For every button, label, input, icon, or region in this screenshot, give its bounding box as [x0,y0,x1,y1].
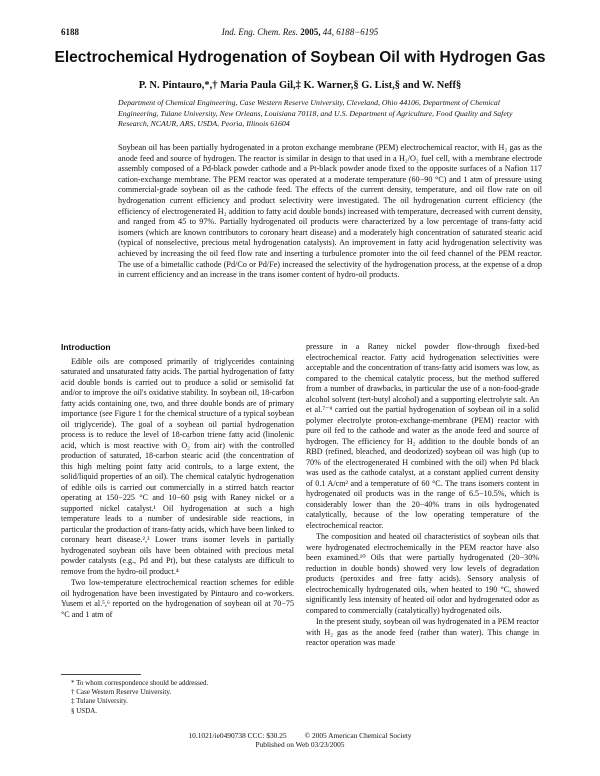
paragraph: Two low-temperature electrochemical reaction schemes for edible oil hydrogenation have been investigated by Pintauro and co-workers. Yusem et al.⁵,⁶ reported on the hydrogenation of soybean oil at 70−75 °C and 1 atm of [61,578,294,619]
copyright: © 2005 American Chemical Society [304,731,412,740]
paragraph: pressure in a Raney nickel powder flow-through fixed-bed electrochemical reactor. Fatty acid hydrogenation selectivities were acceptable and the concentration of trans-fatty acid isomers was low, as compared to the chemical catalytic process, but the method suffered from a number of drawbacks, in particular the use of a non-food-grade alcohol solvent (tert-butyl alcohol) and a supporting electrolyte salt. An et al.⁷⁻⁹ carried out the partial hydrogenation of soybean oil in a solid polymer electrolyte proton-exchange-membrane (PEM) reactor with pure oil fed to the cathode and water as the anode feed and source of hydrogen. The efficiency for H₂ addition to the double bonds of an RBD (refined, bleached, and deodorized) soybean oil was high (up to 70% of the electrogenerated H combined with the oil) when Pd black was used as the cathode catalyst, at a constant applied current density of 0.1 A/cm² and a temperature of 60 °C. The trans isomers content in hydrogenated oil products was in the range of 6.5−10.5%, which is considerably lower than the 20−40% trans in oils hydrogenated catalytically, because of the low operating temperature of the electrochemical reactor. [306,342,539,530]
footnote: * To whom correspondence should be addressed. [71,679,209,687]
article-title: Electrochemical Hydrogenation of Soybean Oil with Hydrogen Gas [54,49,546,66]
footnote: § USDA. [71,706,98,715]
footnote: ‡ Tulane University. [71,697,128,706]
paragraph: In the present study, soybean oil was hydrogenated in a PEM reactor with H₂ gas as the anode feed (rather than water). This change in reactor operation was made [306,617,539,647]
doi-line: 10.1021/ie0490738 CCC: $30.25 [188,731,287,740]
journal-volume: 44, [322,27,334,37]
running-header [61,27,539,39]
section-heading-introduction: Introduction [61,342,111,352]
paragraph: The composition and heated oil characteristics of soybean oils that were hydrogenated electrochemically in the PEM reactor have also been examined.¹⁰ Oils that were partially hydrogenated (20−30% reduction in double bonds) showed very low levels of degradation products (peroxides and free fatty acids). Sensory analysis of electrochemically hydrogenated oils, when heated to 190 °C, showed significantly less intensity of heated oil odor and hydrogenated odor as compared to commercially (catalytically) hydrogenated oils. [306,532,539,615]
journal-reference [61,27,539,37]
abstract: Soybean oil has been partially hydrogenated in a proton exchange membrane (PEM) electrochemical reactor, with H₂ gas as the anode feed and source of hydrogen. The reactor is similar in design to that used in a H₂/O₂ fuel cell, with a membrane electrode assembly composed of a Pd-black powder cathode and a Pt-black powder anode fixed to the opposite surfaces of a Nafion 117 cation-exchange membrane. The PEM reactor was operated at a moderate temperature (60−90 °C) and 1 atm of pressure using commercial-grade soybean oil as the cathode feed. The effects of the current density, temperature, and oil flow rate on oil hydrogenation current efficiency and product selectivity were investigated. The oil hydrogenation current efficiency (the efficiency of electrogenerated H₂ addition to fatty acid double bonds) increased with temperature, decreased with current density, and ranged from 45 to 97%. Partially hydrogenated oil products were characterized by a low percentage of trans-fatty acid isomers (which are known contributors to coronary heart disease) and a moderately high concentration of saturated stearic acid (typical of nonselective, precious metal hydrogenation catalysts). An improvement in fatty acid hydrogenation selectivity was achieved by increasing the oil feed flow rate and inserting a turbulence promoter into the oil feed channel of the PEM reactor. The use of a bimetallic cathode (Pd/Co or Pd/Fe) increased the selectivity of the hydrogenation process, at the expense of a drop in current efficiency and an increase in the trans isomer content of hydro-oil products. [118,143,542,280]
page-number: 6188 [61,27,79,37]
paragraph: Edible oils are composed primarily of triglycerides containing saturated and unsaturated fatty acids. The partial hydrogenation of fatty acid double bonds is carried out to produce a solid or semisolid fat and/or to improve the oil's oxidative stability. In soybean oil, 18-carbon fatty acids containing one, two, and three double bonds are of primary importance (see Figure 1 for the chemical structure of a typical soybean oil triglyceride). The goal of a soybean oil partial hydrogenation process is to reduce the level of 18-carbon triene fatty acid (linolenic acid, which is most reactive with O₂ from air) with the controlled production of saturated, 18-carbon stearic acid (the concentration of this high melting point fatty acid controls, to a large extent, the solid/liquid properties of an oil). The chemical catalytic hydrogenation of edible oils is carried out commercially in a stirred batch reactor operating at 150−225 °C and 10−60 psig with Raney nickel or a supported nickel catalyst.¹ Oil hydrogenation at such a high temperature leads to a number of undesirable side reactions, in particular the production of trans-fatty acids, which have been linked to coronary heart disease.²,³ Lower trans isomer levels in partially hydrogenated soybean oils have been obtained with precious metal powder catalysts (e.g., Pd and Pt), but these catalysts are difficult to remove from the hydro-oil product.⁴ [61,356,294,576]
author-list: P. N. Pintauro,*,† Maria Paula Gil,‡ K. Warner,§ G. List,§ and W. Neff§ [138,80,462,91]
journal-year: 2005, [300,27,321,37]
right-column [306,342,539,649]
page-footer [61,731,539,750]
footnote-divider [61,674,141,675]
footnote: † Case Western Reserve University. [71,688,172,697]
affiliations: Department of Chemical Engineering, Case Western Reserve University, Cleveland, Ohio 44106, Department of Chemical Engineering, Tulane University, New Orleans, Louisiana 70118, and U.S. Department of Agriculture, Food Quality and Safety Research, NCAUR, ARS, USDA, Peoria, Illinois 61604 [118,98,513,129]
journal-name: Ind. Eng. Chem. Res. [221,27,298,37]
journal-pages: 6188−6195 [336,27,379,37]
footnotes [61,679,294,716]
left-column [61,342,294,620]
publication-date: Published on Web 03/23/2005 [255,740,345,750]
